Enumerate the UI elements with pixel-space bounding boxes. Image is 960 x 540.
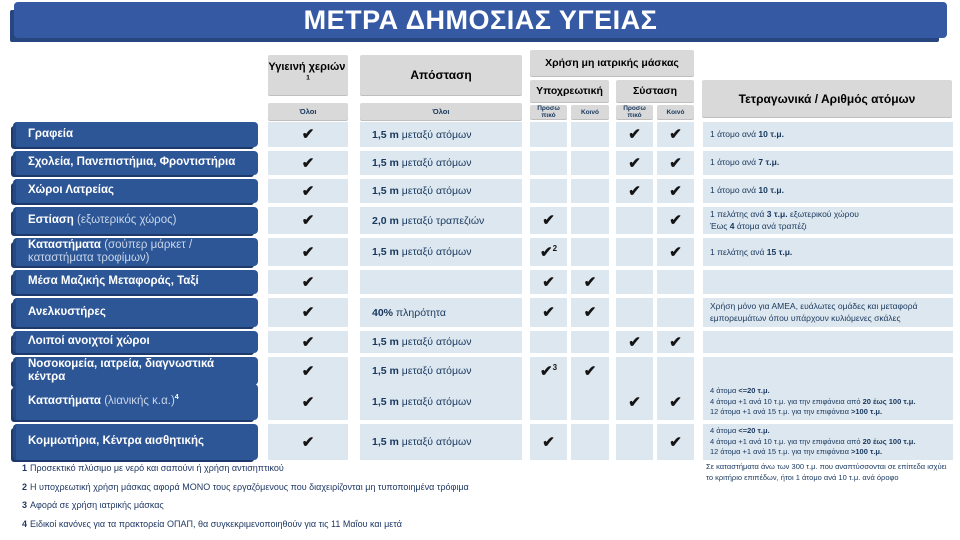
mask-rs-cell — [616, 179, 653, 203]
sqm-rules-cell — [703, 207, 953, 234]
checkmark-icon: ✔ — [669, 154, 682, 172]
recommended-header-label: Σύσταση — [632, 85, 678, 97]
column-header-mask — [530, 50, 694, 76]
checkmark-icon: ✔ — [542, 212, 555, 229]
row-label: Χώροι Λατρείας — [13, 179, 258, 203]
hand-hygiene-cell — [268, 331, 348, 353]
mask-mp-cell — [571, 331, 609, 353]
sqm-rule-line: Χρήση μόνο για ΑΜΕΑ, ευάλωτες ομάδες και μεταφορά — [710, 301, 918, 312]
table-row — [13, 357, 953, 384]
checkmark-icon: ✔ — [542, 304, 555, 321]
checkmark-icon: ✔ — [301, 212, 315, 229]
mask-ms-cell — [530, 238, 567, 266]
checkmark-icon: ✔ — [583, 362, 597, 380]
mask-header-label: Χρήση μη ιατρικής μάσκας — [545, 57, 679, 69]
footnotes — [22, 463, 622, 537]
distance-cell: 1,5 m μεταξύ ατόμων — [360, 424, 522, 460]
mask-rs-cell — [616, 122, 653, 147]
table-row — [13, 179, 953, 203]
mask-ms-cell — [530, 331, 567, 353]
table-row — [13, 238, 953, 266]
hand-hygiene-cell — [268, 179, 348, 203]
checkmark-icon: ✔ — [669, 212, 682, 229]
hand-hygiene-cell — [268, 122, 348, 147]
sqm-rules-cell — [703, 151, 953, 175]
mask-ms-cell — [530, 270, 567, 294]
column-header-recommended — [616, 80, 694, 102]
footnote-text: Προσεκτικό πλύσιμο με νερό και σαπούνι ή χρήση αντισηπτικού — [30, 463, 284, 473]
mask-mp-cell — [571, 270, 609, 294]
row-label: Καταστήματα (λιανικής κ.α.)$^4$ — [13, 384, 258, 420]
sqm-rule-line: 1 άτομο ανά 10 τ.μ. — [710, 185, 784, 196]
checkmark-icon: ✔ — [628, 154, 641, 172]
sqm-rules-cell — [703, 298, 953, 327]
mask-rp-cell — [657, 298, 694, 327]
mask-mp-cell — [571, 151, 609, 175]
checkmark-icon: ✔ — [301, 154, 315, 172]
mask-ms-cell — [530, 424, 567, 460]
sqm-rule-line: 1 άτομο ανά 7 τ.μ. — [710, 157, 780, 168]
hand-hygiene-cell — [268, 207, 348, 234]
checkmark-icon: ✔ — [628, 393, 641, 411]
column-header-mandatory-staff: Προσω πικό — [530, 105, 567, 119]
distance-cell: 1,5 m μεταξύ ατόμων — [360, 179, 522, 203]
column-header-distance — [360, 55, 522, 95]
footnote-number: 4 — [22, 518, 28, 529]
row-label: Ανελκυστήρες — [13, 298, 258, 327]
mask-rp-cell — [657, 331, 694, 353]
checkmark-icon: ✔ — [669, 126, 682, 143]
table-row — [13, 207, 953, 234]
distance-cell: 1,5 m μεταξύ ατόμων — [360, 331, 522, 353]
mask-ms-cell — [530, 298, 567, 327]
hand-hygiene-cell — [268, 357, 348, 385]
checkmark-icon: ✔ — [301, 126, 315, 143]
sqm-rules-cell — [703, 270, 953, 294]
footnote-number: 3 — [22, 500, 28, 510]
row-label: Σχολεία, Πανεπιστήμια, Φροντιστήρια — [13, 151, 258, 175]
sqm-rules-cell — [703, 238, 953, 266]
mask-rs-cell — [616, 424, 653, 460]
mask-mp-cell — [571, 384, 609, 420]
sqm-header-label: Τετραγωνικά / Αριθμός ατόμων — [738, 91, 916, 106]
sqm-rule-line: 12 άτομα +1 ανά 15 τ.μ. για την επιφάνεια >100 τ.μ. — [710, 447, 883, 457]
mandatory-header-label: Υποχρεωτική — [536, 85, 603, 97]
page-title: ΜΕΤΡΑ ΔΗΜΟΣΙΑΣ ΥΓΕΙΑΣ — [303, 4, 658, 35]
footnote-marker: 2 — [552, 243, 558, 253]
sqm-rules-cell — [703, 122, 953, 147]
checkmark-icon: ✔ — [628, 126, 641, 143]
mask-rp-cell — [657, 424, 694, 460]
column-header-hand-hygiene — [268, 55, 348, 95]
footnote — [22, 482, 622, 492]
mask-rp-cell — [657, 384, 694, 420]
checkmark-icon: ✔ — [542, 433, 555, 451]
column-header-sqm — [702, 80, 952, 117]
sqm-rule-line: 4 άτομα <=20 τ.μ. — [710, 426, 770, 436]
footnote-number: 1 — [22, 463, 28, 473]
row-label: Καταστήματα (σούπερ μάρκετ / καταστήματα τροφίμων) — [13, 238, 258, 266]
checkmark-icon: ✔ — [669, 243, 682, 261]
mask-rp-cell — [657, 270, 694, 294]
column-header-mandatory-public: Κοινό — [571, 105, 609, 119]
mask-rs-cell — [616, 384, 653, 420]
footnote — [22, 463, 622, 473]
checkmark-icon: ✔ — [669, 333, 682, 351]
mask-mp-cell — [571, 207, 609, 234]
footnote-marker: 3 — [552, 362, 558, 372]
row-label: Γραφεία — [13, 122, 258, 147]
mask-ms-cell — [530, 151, 567, 175]
mask-mp-cell — [571, 357, 609, 385]
mask-ms-cell — [530, 384, 567, 420]
sqm-rule-line: 4 άτομα +1 ανά 10 τ.μ. για την επιφάνεια από 20 έως 100 τ.μ. — [710, 436, 916, 446]
checkmark-icon: ✔ — [301, 243, 315, 261]
sqm-rule-line: 4 άτομα <=20 τ.μ. — [710, 386, 770, 396]
checkmark-icon: ✔ — [628, 333, 641, 351]
row-label: Λοιποί ανοιχτοί χώροι — [13, 331, 258, 353]
hand-hygiene-cell — [268, 270, 348, 294]
footnote — [22, 500, 622, 510]
table-row — [13, 424, 953, 460]
mask-mp-cell — [571, 122, 609, 147]
hand-hygiene-cell — [268, 298, 348, 327]
mask-mp-cell — [571, 298, 609, 327]
mask-rp-cell — [657, 357, 694, 385]
column-header-mandatory — [530, 80, 609, 102]
mask-mp-cell — [571, 179, 609, 203]
row-label: Μέσα Μαζικής Μεταφοράς, Ταξί — [13, 270, 258, 294]
checkmark-icon: ✔$^3$ — [539, 362, 558, 380]
distance-scope-header: Όλοι — [360, 103, 522, 120]
distance-cell — [360, 270, 522, 294]
mask-rs-cell — [616, 357, 653, 385]
sqm-rules-cell — [703, 357, 953, 385]
mask-rs-cell — [616, 238, 653, 266]
checkmark-icon: ✔ — [669, 393, 682, 411]
title-banner — [14, 2, 947, 38]
footnote-text: Αφορά σε χρήση ιατρικής μάσκας — [30, 500, 164, 510]
mask-rp-cell — [657, 238, 694, 266]
sqm-rules-cell — [703, 424, 953, 460]
sqm-rules-cell — [703, 331, 953, 353]
footnote-text: Η υποχρεωτική χρήση μάσκας αφορά ΜΟΝΟ τους εργαζόμενους που διαχειρίζονται μη τυποποιημένα τρόφιμα — [30, 481, 469, 492]
sqm-rule-line: Έως 4 άτομα ανά τραπέζι — [710, 220, 807, 231]
large-stores-note: Σε καταστήματα άνω των 300 τ.μ. που αναπτύσσονται σε επίπεδα ισχύει το κριτήριο επιπέδων, ήτοι 1 άτομο ανά 10 τ.μ. ανά όροφο — [706, 462, 947, 482]
checkmark-icon: ✔ — [583, 304, 597, 321]
footnote — [22, 519, 622, 529]
mask-rs-cell — [616, 270, 653, 294]
distance-cell: 1,5 m μεταξύ ατόμων — [360, 384, 522, 420]
mask-ms-cell — [530, 122, 567, 147]
footnote-number: 2 — [22, 481, 28, 492]
mask-ms-cell — [530, 357, 567, 385]
row-label: Κομμωτήρια, Κέντρα αισθητικής — [13, 424, 258, 460]
checkmark-icon: ✔ — [301, 433, 315, 451]
hand-hygiene-footnote-marker: 1 — [306, 74, 310, 82]
table-row — [13, 122, 953, 147]
mask-rp-cell — [657, 122, 694, 147]
mask-rp-cell — [657, 179, 694, 203]
hand-hygiene-cell — [268, 238, 348, 266]
distance-cell: 1,5 m μεταξύ ατόμων — [360, 357, 522, 385]
sqm-rule-line: 1 πελάτης ανά 15 τ.μ. — [710, 246, 793, 257]
mask-ms-cell — [530, 179, 567, 203]
row-label: Εστίαση (εξωτερικός χώρος) — [13, 207, 258, 234]
sqm-rules-cell — [703, 384, 953, 420]
hand-hygiene-scope-header: Όλοι — [268, 103, 348, 120]
distance-cell: 40% πληρότητα — [360, 298, 522, 327]
mask-mp-cell — [571, 238, 609, 266]
distance-header-label: Απόσταση — [410, 68, 472, 82]
mask-mp-cell — [571, 424, 609, 460]
hand-hygiene-cell — [268, 151, 348, 175]
checkmark-icon: ✔ — [301, 362, 315, 380]
sqm-rule-line: 12 άτομα +1 ανά 15 τ.μ. για την επιφάνεια >100 τ.μ. — [710, 407, 883, 417]
table-row — [13, 384, 953, 420]
sqm-rule-line: 1 πελάτης ανά 3 τ.μ. εξωτερικού χώρου — [710, 209, 859, 220]
mask-rp-cell — [657, 151, 694, 175]
sqm-rules-cell — [703, 179, 953, 203]
measures-table — [13, 122, 953, 464]
mask-rp-cell — [657, 207, 694, 234]
checkmark-icon: ✔ — [301, 182, 315, 200]
mask-rs-cell — [616, 331, 653, 353]
hand-hygiene-cell — [268, 424, 348, 460]
distance-cell: 1,5 m μεταξύ ατόμων — [360, 151, 522, 175]
row-label: Νοσοκομεία, ιατρεία, διαγνωστικά κέντρα — [13, 357, 258, 385]
checkmark-icon: ✔ — [542, 273, 555, 291]
table-row — [13, 270, 953, 294]
distance-cell: 1,5 m μεταξύ ατόμων — [360, 238, 522, 266]
sqm-rule-line: εμπορευμάτων όπου υπάρχουν κυλιόμενες σκάλες — [710, 312, 901, 323]
checkmark-icon: ✔$^2$ — [539, 243, 558, 261]
sqm-rule-line: 4 άτομα +1 ανά 10 τ.μ. για την επιφάνεια από 20 έως 100 τ.μ. — [710, 396, 916, 406]
checkmark-icon: ✔ — [628, 182, 641, 200]
table-row — [13, 151, 953, 175]
hand-hygiene-cell — [268, 384, 348, 420]
checkmark-icon: ✔ — [583, 273, 597, 291]
mask-rs-cell — [616, 298, 653, 327]
mask-rs-cell — [616, 151, 653, 175]
checkmark-icon: ✔ — [669, 433, 682, 451]
footnote-text: Ειδικοί κανόνες για τα πρακτορεία ΟΠΑΠ, θα συγκεκριμενοποιηθούν για τις 11 Μαΐου και μετά — [30, 518, 402, 529]
checkmark-icon: ✔ — [301, 333, 315, 351]
table-row — [13, 298, 953, 327]
mask-ms-cell — [530, 207, 567, 234]
checkmark-icon: ✔ — [669, 182, 682, 200]
table-row — [13, 331, 953, 353]
mask-rs-cell — [616, 207, 653, 234]
hand-hygiene-header-label: Υγιεινή χεριών — [268, 61, 346, 74]
distance-cell: 1,5 m μεταξύ ατόμων — [360, 122, 522, 147]
checkmark-icon: ✔ — [301, 393, 315, 411]
distance-cell: 2,0 m μεταξύ τραπεζιών — [360, 207, 522, 234]
column-header-recommended-staff: Προσω πικό — [616, 105, 653, 119]
column-header-recommended-public: Κοινό — [657, 105, 694, 119]
sqm-rule-line: 1 άτομο ανά 10 τ.μ. — [710, 128, 784, 139]
checkmark-icon: ✔ — [301, 304, 315, 321]
checkmark-icon: ✔ — [301, 273, 315, 291]
